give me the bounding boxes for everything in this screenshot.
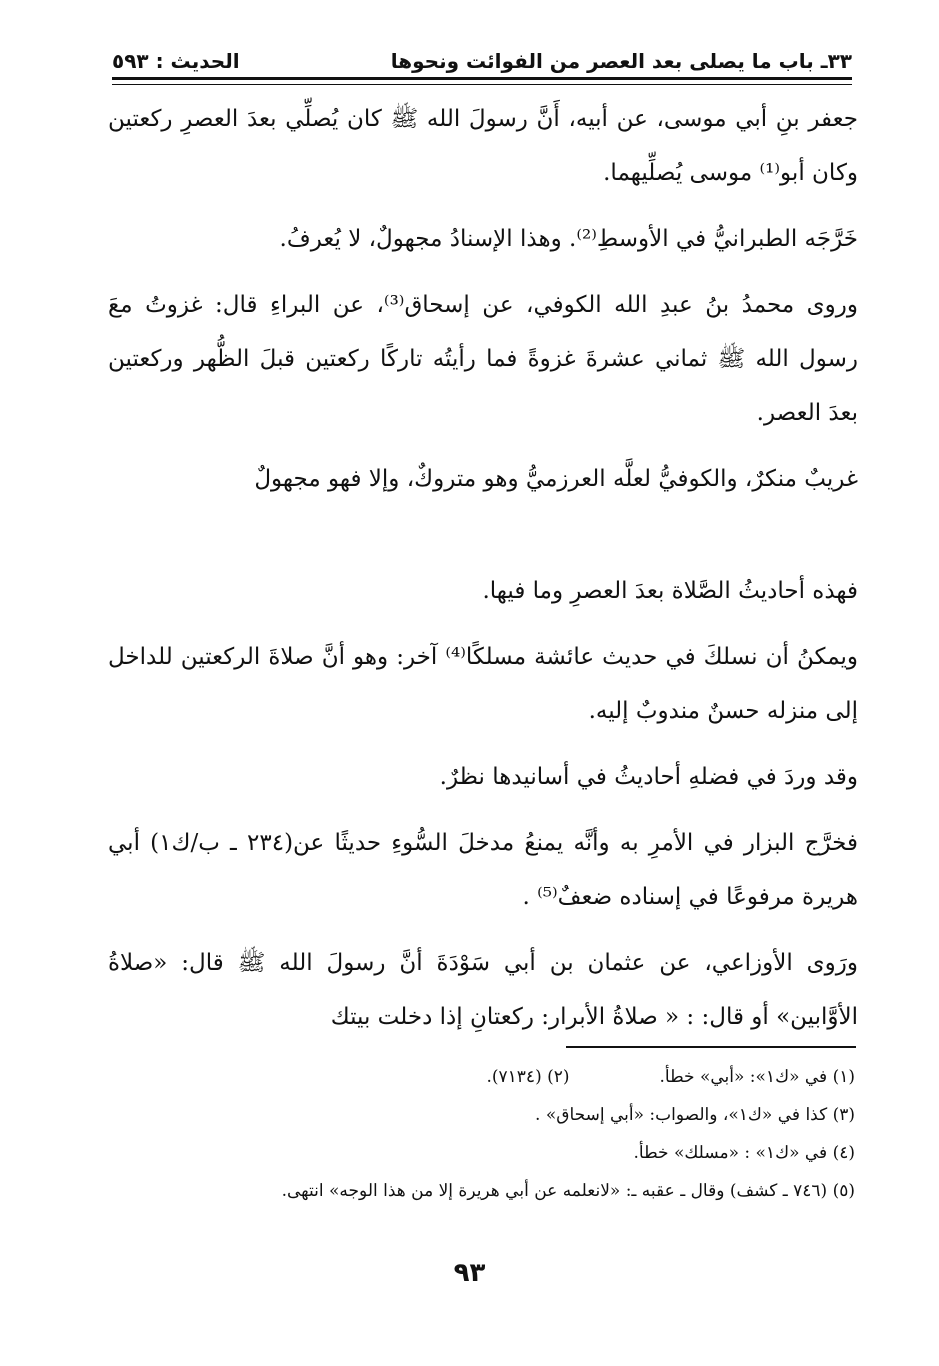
running-header xyxy=(112,40,852,80)
chapter-title: ٣٣ـ باب ما يصلى بعد العصر من الفوائت ونحوها xyxy=(390,49,852,73)
footnote-4: (٤) في «ك١» : «مسلك» خطأ. xyxy=(633,1143,855,1163)
main-text xyxy=(108,92,858,1056)
paragraph: وقد وردَ في فضلهِ أحاديثُ في أسانيدها نظرٌ. xyxy=(439,764,858,790)
footnote-row xyxy=(150,1058,855,1096)
paragraph: وروى محمدُ بنُ عبدِ الله الكوفي، عن إسحاق⁽³⁾، عن البراءِ قال: غزوتُ معَ رسول الله ﷺ ثماني عشرةَ غزوةً فما رأيتُه تاركًا ركعتين قبلَ الظُّهر وركعتين بعدَ العصر. xyxy=(108,292,858,426)
paragraph: فهذه أحاديثُ الصَّلاة بعدَ العصرِ وما فيها. xyxy=(482,578,858,604)
paragraph: فخرَّج البزار في الأمرِ به وأنَّه يمنعُ مدخلَ السُّوءِ حديثًا عن(٢٣٤ ـ ب/ك١) أبي هريرة مرفوعًا في إسناده ضعفٌ⁽⁵⁾ . xyxy=(108,830,858,910)
paragraph: غريبٌ منكرٌ، والكوفيُّ لعلَّه العرزميُّ وهو متروكٌ، وإلا فهو مجهولٌ xyxy=(254,466,858,492)
footnotes xyxy=(150,1058,855,1210)
footnote-1: (١) في «ك١»: «أبي» خطأ. xyxy=(659,1067,855,1087)
footnote-5: (٥) (٧٤٦ ـ كشف) وقال ـ عقبه ـ: «لانعلمه عن أبي هريرة إلا من هذا الوجه» انتهى. xyxy=(281,1181,855,1201)
paragraph: ويمكنُ أن نسلكَ في حديث عائشة مسلكًا⁽⁴⁾ آخر: وهو أنَّ صلاةَ الركعتين للداخل إلى منزله حسنٌ مندوبٌ إليه. xyxy=(108,644,858,724)
paragraph: خَرَّجَه الطبرانيُّ في الأوسطِ⁽²⁾. وهذا الإسنادُ مجهولٌ، لا يُعرفُ. xyxy=(279,226,858,252)
paragraph: ورَوى الأوزاعي، عن عثمان بن أبي سَوْدَةَ أنَّ رسولَ الله ﷺ قال: «صلاةُ الأوَّابين» أو قال: : « صلاةُ الأبرار: ركعتانِ إذا دخلت بيتك xyxy=(108,950,858,1030)
page-number: ٩٣ xyxy=(453,1258,486,1288)
footnote-2: (٢) (٧١٣٤). xyxy=(486,1067,570,1087)
footnote-3: (٣) كذا في «ك١»، والصواب: «أبي إسحاق» . xyxy=(535,1105,855,1125)
paragraph: جعفر بنِ أبي موسى، عن أبيه، أَنَّ رسولَ الله ﷺ كان يُصلِّي بعدَ العصرِ ركعتين وكان أبو⁽¹⁾ موسى يُصلِّيهما. xyxy=(108,106,858,186)
hadith-number: الحديث : ٥٩٣ xyxy=(112,49,240,73)
footnote-separator xyxy=(566,1046,856,1048)
header-rule xyxy=(112,84,852,85)
